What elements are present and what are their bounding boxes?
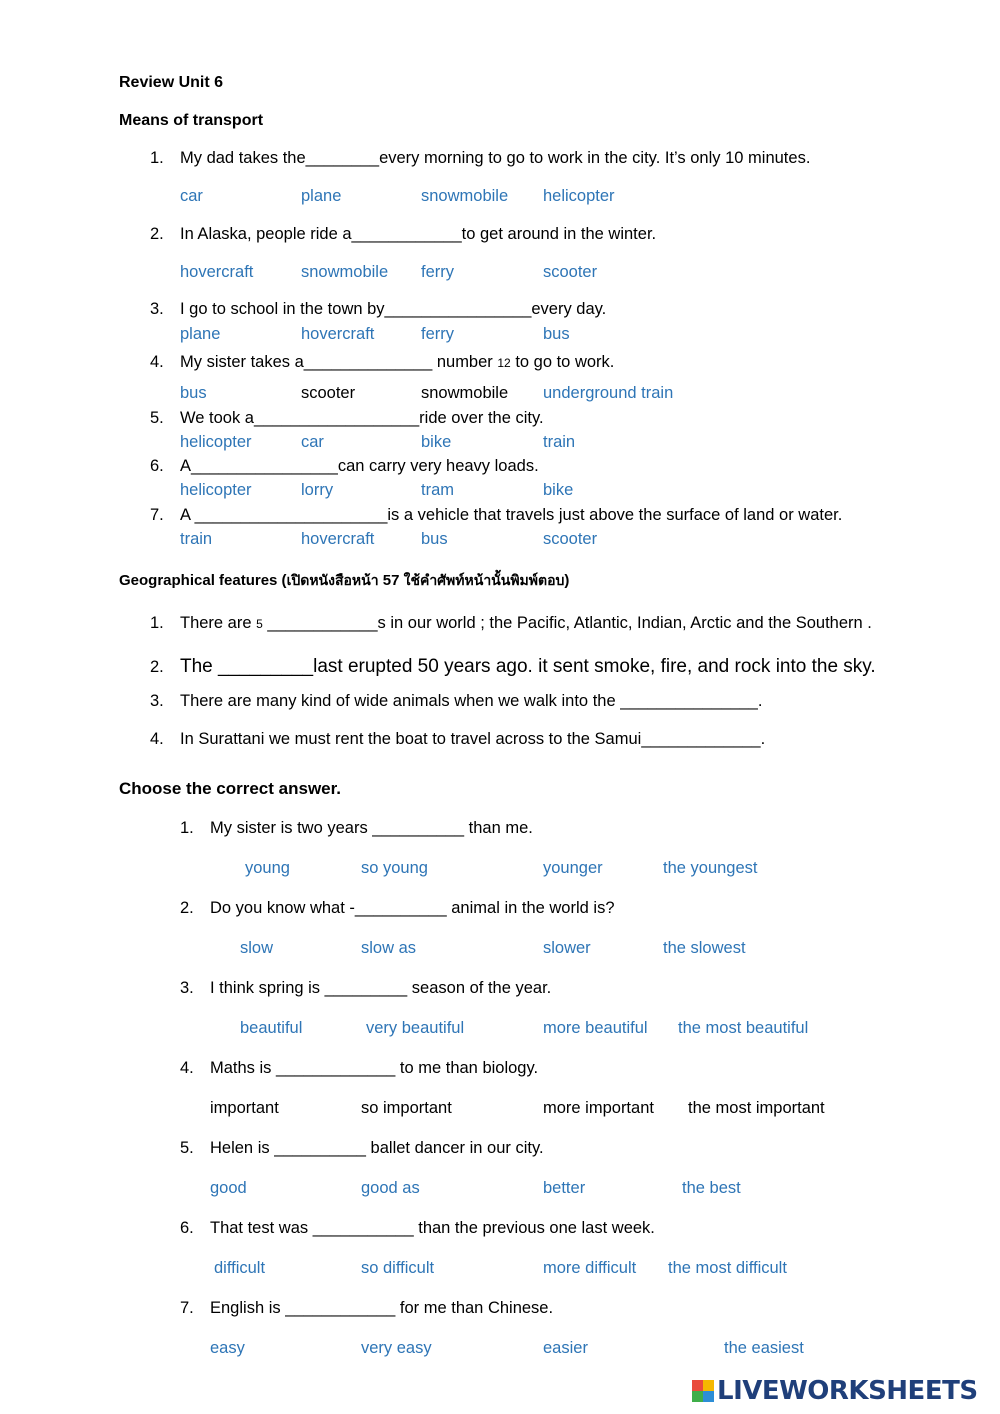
answer-option[interactable]: good as	[361, 1179, 420, 1197]
question-text: In Surattani we must rent the boat to travel across to the Samui_____________.	[180, 730, 766, 748]
question-text	[180, 614, 872, 633]
answer-option[interactable]: helicopter	[543, 187, 615, 205]
section-heading-geography	[119, 570, 569, 592]
answer-option[interactable]: plane	[180, 325, 221, 343]
question-text-part: ____________s in our world ; the Pacific, Atlantic, Indian, Arctic and the Southern .	[262, 614, 872, 632]
heading-page-number: 57	[378, 572, 404, 589]
question-number: 1.	[150, 614, 164, 632]
answer-option[interactable]: young	[245, 859, 290, 877]
answer-option[interactable]: difficult	[214, 1259, 266, 1277]
answer-option[interactable]: so young	[361, 859, 428, 877]
question-number: 3.	[180, 979, 194, 997]
answer-option[interactable]: good	[210, 1179, 247, 1197]
question-text: A________________can carry very heavy loads.	[180, 457, 539, 475]
answer-option[interactable]: helicopter	[180, 433, 252, 451]
answer-option[interactable]: the most important	[688, 1099, 825, 1117]
answer-option[interactable]: bike	[543, 481, 574, 499]
question-number: 3.	[150, 692, 164, 710]
question-number: 1.	[150, 149, 164, 167]
answer-option[interactable]: easier	[543, 1339, 588, 1357]
answer-option[interactable]: so important	[361, 1099, 452, 1117]
answer-option[interactable]: the most difficult	[668, 1259, 787, 1277]
answer-option[interactable]: train	[543, 433, 576, 451]
answer-option[interactable]: snowmobile	[421, 384, 509, 402]
heading-part: Geographical features (	[119, 572, 287, 589]
answer-option[interactable]: hovercraft	[301, 530, 375, 548]
question-text: The _________last erupted 50 years ago. it sent smoke, fire, and rock into the sky.	[180, 656, 876, 677]
question-text: We took a__________________ride over the city.	[180, 409, 544, 427]
answer-option[interactable]: scooter	[543, 530, 598, 548]
answer-option[interactable]: the most beautiful	[678, 1019, 809, 1037]
question-text: English is ____________ for me than Chinese.	[210, 1299, 554, 1317]
answer-option[interactable]: tram	[421, 481, 454, 499]
answer-option[interactable]: bus	[543, 325, 570, 343]
question-number-value: 12	[497, 356, 511, 370]
answer-option[interactable]: easy	[210, 1339, 245, 1357]
answer-option[interactable]: car	[180, 187, 203, 205]
liveworksheets-logo[interactable]	[692, 1376, 978, 1406]
question-text: My dad takes the________every morning to go to work in the city. It’s only 10 minutes.	[180, 149, 811, 167]
question-text-part: My sister takes a______________ number	[180, 353, 498, 371]
question-number: 6.	[150, 457, 164, 475]
question-number: 5.	[150, 409, 164, 427]
answer-option[interactable]: bike	[421, 433, 452, 451]
question-number-value: 5	[256, 617, 263, 631]
logo-blocks-icon	[692, 1380, 714, 1402]
question-number: 6.	[180, 1219, 194, 1237]
answer-option[interactable]: bus	[180, 384, 207, 402]
question-text-part: to go to work.	[510, 353, 615, 371]
answer-option[interactable]: slow	[240, 939, 274, 957]
question-number: 1.	[180, 819, 194, 837]
heading-thai-part: ใช้คำศัพท์หน้านั้นพิมพ์ตอบ	[403, 572, 565, 588]
answer-option[interactable]: ferry	[421, 263, 454, 281]
answer-option[interactable]: train	[180, 530, 213, 548]
question-text: My sister is two years __________ than me.	[210, 819, 533, 837]
answer-option[interactable]: so difficult	[361, 1259, 435, 1277]
question-text: I go to school in the town by________________every day.	[180, 300, 607, 318]
answer-option[interactable]: car	[301, 433, 324, 451]
question-number: 5.	[180, 1139, 194, 1157]
question-number: 4.	[150, 353, 164, 371]
answer-option[interactable]: ferry	[421, 325, 454, 343]
question-number: 2.	[150, 225, 164, 243]
answer-option[interactable]: lorry	[301, 481, 334, 499]
section-heading-compare: Choose the correct answer.	[119, 779, 342, 798]
answer-option[interactable]: beautiful	[240, 1019, 303, 1037]
question-number: 2.	[150, 658, 164, 676]
worksheet-title: Review Unit 6	[119, 74, 224, 91]
question-number: 4.	[180, 1059, 194, 1077]
question-number: 4.	[150, 730, 164, 748]
question-text: Do you know what -__________ animal in the world is?	[210, 899, 615, 917]
answer-option[interactable]: more beautiful	[543, 1019, 648, 1037]
answer-option[interactable]: very easy	[361, 1339, 432, 1357]
question-text: A _____________________is a vehicle that travels just above the surface of land or water.	[180, 506, 843, 524]
question-text: There are many kind of wide animals when we walk into the _______________.	[180, 692, 763, 710]
answer-option[interactable]: bus	[421, 530, 448, 548]
question-number: 2.	[180, 899, 194, 917]
answer-option[interactable]: slower	[543, 939, 591, 957]
answer-option[interactable]: younger	[543, 859, 603, 877]
answer-option[interactable]: the youngest	[663, 859, 758, 877]
answer-option[interactable]: hovercraft	[301, 325, 375, 343]
answer-option[interactable]: slow as	[361, 939, 417, 957]
answer-option[interactable]: underground train	[543, 384, 674, 402]
answer-option[interactable]: the slowest	[663, 939, 746, 957]
answer-option[interactable]: snowmobile	[301, 263, 389, 281]
question-text: In Alaska, people ride a____________to get around in the winter.	[180, 225, 657, 243]
question-text: That test was ___________ than the previous one last week.	[210, 1219, 655, 1237]
answer-option[interactable]: the best	[682, 1179, 741, 1197]
answer-option[interactable]: the easiest	[724, 1339, 804, 1357]
question-number: 7.	[150, 506, 164, 524]
question-text: Helen is __________ ballet dancer in our city.	[210, 1139, 544, 1157]
question-text: I think spring is _________ season of the year.	[210, 979, 552, 997]
heading-thai-part: เปิดหนังสือหน้า	[286, 572, 379, 588]
answer-option[interactable]: snowmobile	[421, 187, 509, 205]
answer-option[interactable]: scooter	[301, 384, 356, 402]
logo-text: LIVEWORKSHEETS	[717, 1376, 978, 1406]
answer-option[interactable]: helicopter	[180, 481, 252, 499]
question-text: Maths is _____________ to me than biology.	[210, 1059, 539, 1077]
answer-option[interactable]: plane	[301, 187, 342, 205]
question-text	[180, 353, 614, 372]
answer-option[interactable]: scooter	[543, 263, 598, 281]
question-text-part: There are	[180, 614, 257, 632]
section-heading-transport: Means of transport	[119, 112, 264, 129]
answer-option[interactable]: very beautiful	[366, 1019, 465, 1037]
question-number: 7.	[180, 1299, 194, 1317]
answer-option[interactable]: important	[210, 1099, 279, 1117]
answer-option[interactable]: more important	[543, 1099, 654, 1117]
answer-option[interactable]: hovercraft	[180, 263, 254, 281]
answer-option[interactable]: more difficult	[543, 1259, 637, 1277]
heading-part: )	[564, 572, 570, 589]
question-number: 3.	[150, 300, 164, 318]
answer-option[interactable]: better	[543, 1179, 586, 1197]
